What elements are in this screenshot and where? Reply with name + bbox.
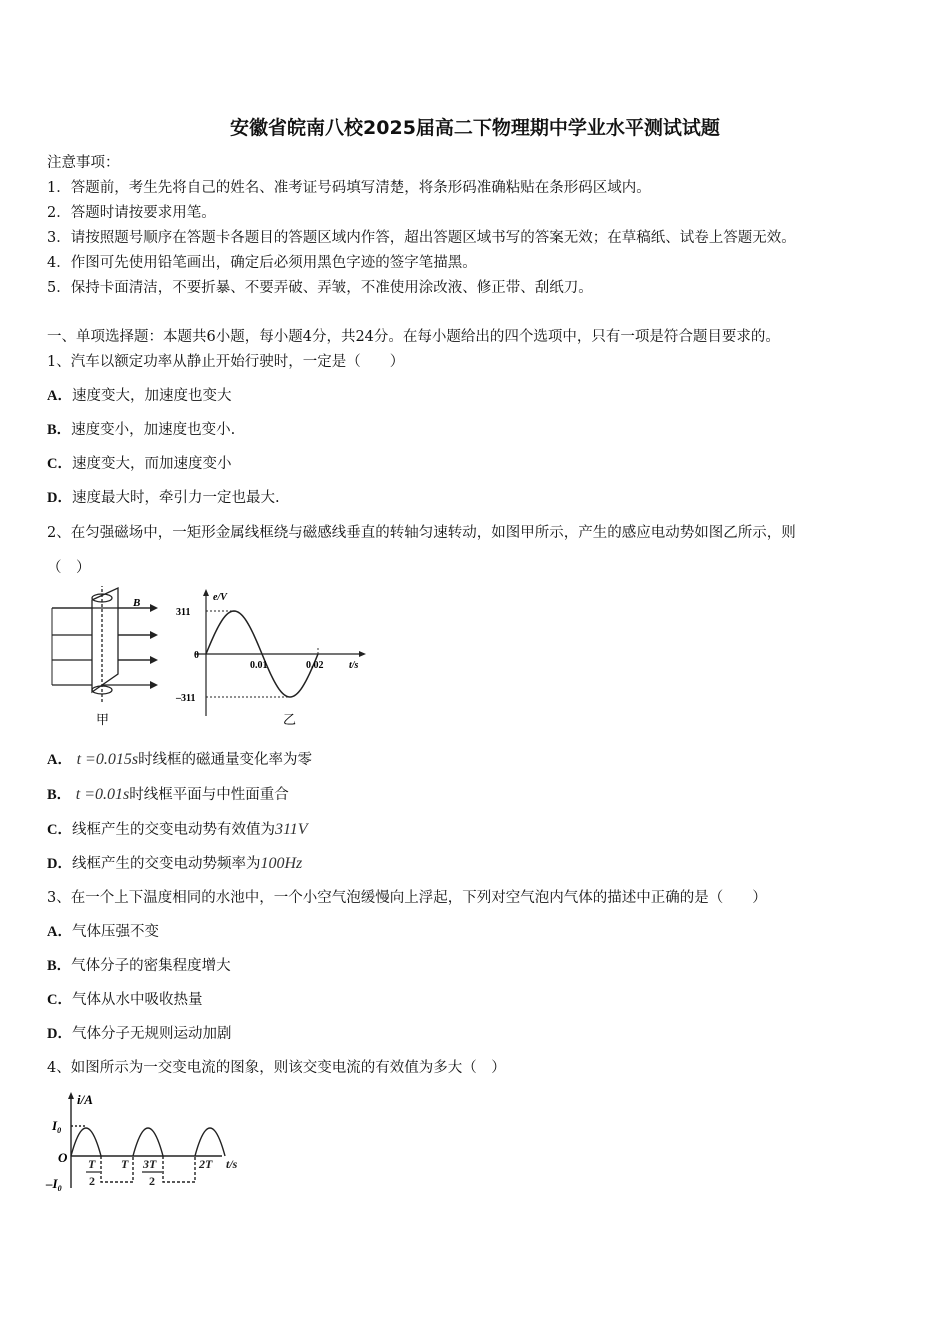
q3-stem: 3、在一个上下温度相同的水池中，一个小空气泡缓慢向上浮起，下列对空气泡内气体的描述中正确的是（ ） [47, 890, 767, 906]
q2-option-d: D．线框产生的交变电动势频率为100Hz [47, 855, 303, 872]
half-wave [195, 1128, 225, 1156]
svg-text:2: 2 [89, 1174, 95, 1188]
q2-figure-chart [175, 588, 370, 730]
q2-option-c: C．线框产生的交变电动势有效值为311V [47, 821, 308, 838]
y-tick-label: –311 [176, 693, 196, 704]
y-label-minus-i0: $-I_0$ [46, 1176, 62, 1193]
q3-option-b: B．气体分子的密集程度增大 [47, 958, 231, 974]
q1-option-b: B．速度变小，加速度也变小. [47, 422, 236, 438]
q3-option-d: D．气体分子无规则运动加剧 [47, 1026, 232, 1042]
q3-option-c: C．气体从水中吸收热量 [47, 992, 203, 1008]
half-wave [71, 1128, 101, 1156]
tick-t-half: T [88, 1157, 96, 1171]
notice-item-1: 1．答题前，考生先将自己的姓名、准考证号码填写清楚，将条形码准确粘贴在条形码区域内。 [47, 180, 651, 196]
data-point [205, 653, 206, 654]
data-point [303, 684, 304, 685]
q3-option-a: A．气体压强不变 [47, 924, 159, 940]
x-tick-label: 0.02 [306, 660, 324, 671]
svg-text:2: 2 [149, 1174, 155, 1188]
y-axis-label: e/V [213, 592, 227, 603]
q4-figure-current [44, 1090, 254, 1196]
negative-segment [163, 1156, 195, 1182]
figure-caption-yi: 乙 [283, 712, 297, 727]
notice-item-2: 2．答题时请按要求用笔。 [47, 205, 216, 221]
figure-caption-jia: 甲 [96, 712, 110, 727]
q2-stem: 2、在匀强磁场中，一矩形金属线框绕与磁感线垂直的转轴匀速转动，如图甲所示，产生的感应电动势如图乙所示，则 [47, 525, 796, 541]
arrow-head [150, 604, 158, 612]
data-point [219, 623, 220, 624]
section-heading: 一、单项选择题：本题共6小题，每小题4分，共24分。在每小题给出的四个选项中，只有一项是符合题目要求的。 [47, 329, 780, 345]
tick-t: T [121, 1157, 129, 1171]
tick-2t: 2T [199, 1157, 213, 1171]
data-point [261, 653, 262, 654]
y-tick-label: 311 [176, 607, 191, 618]
x-axis-label: t/s [349, 660, 359, 671]
q1-option-a: A．速度变大，加速度也变大 [47, 388, 232, 404]
arrow-head [150, 681, 158, 689]
data-point [275, 684, 276, 685]
field-label: B [133, 597, 141, 609]
notice-heading: 注意事项： [47, 155, 120, 171]
q1-option-d: D．速度最大时，牵引力一定也最大. [47, 490, 280, 506]
y-axis-label: i/A [77, 1092, 93, 1107]
origin-label: O [58, 1150, 68, 1165]
y-tick-label: 0 [194, 650, 199, 661]
x-axis-label: t/s [226, 1157, 238, 1171]
rectangular-loop [92, 588, 118, 692]
q2-figure-frame [46, 586, 166, 730]
notice-item-3: 3．请按照题号顺序在答题卡各题目的答题区域内作答，超出答题区域书写的答案无效；在草稿纸、试卷上答题无效。 [47, 230, 796, 246]
q1-option-c: C．速度变大，而加速度变小 [47, 456, 232, 472]
page-title: 安徽省皖南八校2025届高二下物理期中学业水平测试试题 [230, 117, 720, 139]
q1-stem: 1、汽车以额定功率从静止开始行驶时，一定是（ ） [47, 354, 405, 370]
q2-option-b: B． t =0.01s时线框平面与中性面重合 [47, 786, 289, 803]
tick-3t-half: 3T [143, 1157, 157, 1171]
arrow-head [150, 631, 158, 639]
q2-paren: （ ） [47, 560, 91, 576]
y-label-i0: $I_0$ [52, 1118, 62, 1135]
x-tick-label: 0.01 [250, 660, 268, 671]
half-wave [133, 1128, 163, 1156]
data-point [247, 623, 248, 624]
notice-item-4: 4．作图可先使用铅笔画出，确定后必须用黑色字迹的签字笔描黑。 [47, 255, 477, 271]
q2-option-a: A． t =0.015s时线框的磁通量变化率为零 [47, 751, 313, 768]
arrow-head [150, 656, 158, 664]
notice-item-5: 5．保持卡面清洁，不要折暴、不要弄破、弄皱，不准使用涂改液、修正带、刮纸刀。 [47, 280, 593, 296]
q4-stem: 4、如图所示为一交变电流的图象，则该交变电流的有效值为多大（ ） [47, 1060, 506, 1076]
